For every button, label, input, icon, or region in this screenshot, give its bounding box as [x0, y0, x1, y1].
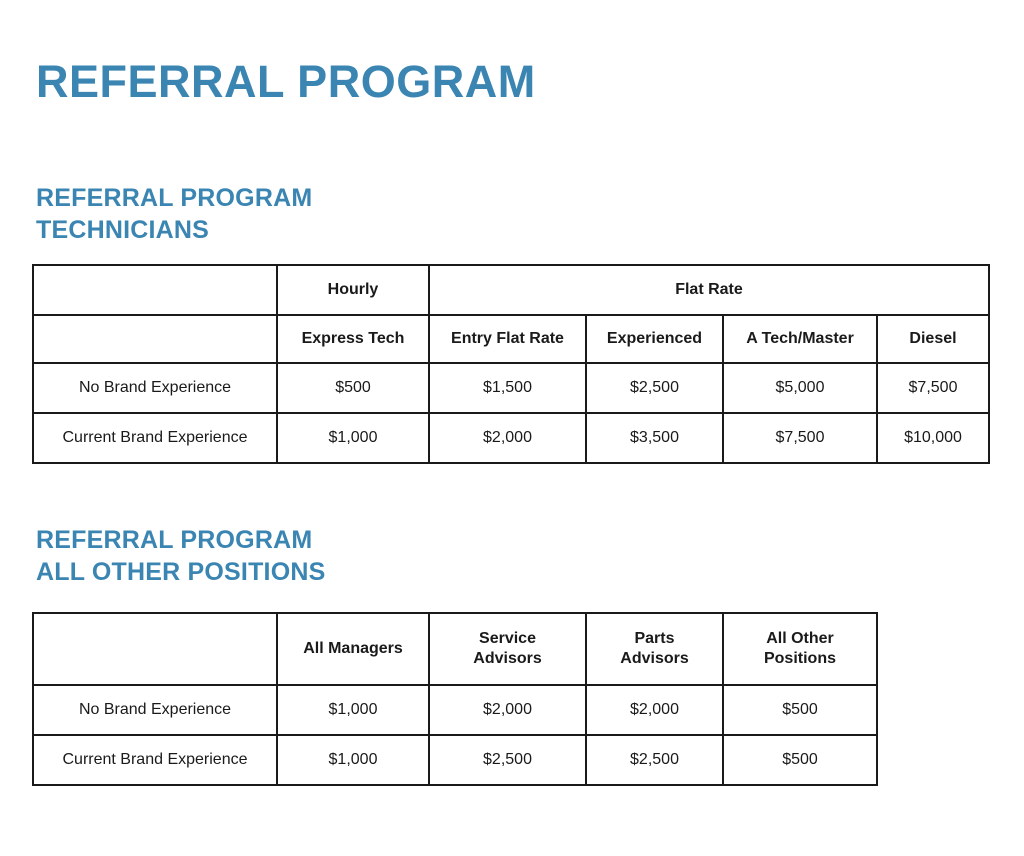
table-header-row-columns [33, 315, 989, 363]
page-title: REFERRAL PROGRAM [36, 56, 536, 107]
column-header-service-advisors [429, 613, 586, 685]
table-row [33, 735, 877, 785]
section-heading-technicians-line2: TECHNICIANS [36, 216, 210, 244]
cell-current-brand-all-other-positions: $500 [723, 735, 877, 785]
cell-no-brand-service-advisors: $2,000 [429, 685, 586, 735]
column-header-all-other-positions-line1: All Other [766, 630, 834, 647]
row-label-current-brand-experience-2: Current Brand Experience [33, 735, 277, 785]
cell-no-brand-express-tech: $500 [277, 363, 429, 413]
technicians-table [32, 264, 990, 464]
section-heading-other-line1: REFERRAL PROGRAM [36, 526, 313, 554]
cell-no-brand-parts-advisors: $2,000 [586, 685, 723, 735]
cell-current-brand-service-advisors: $2,500 [429, 735, 586, 785]
row-label-no-brand-experience-2: No Brand Experience [33, 685, 277, 735]
table-row [33, 413, 989, 463]
corner-spacer-2 [33, 315, 277, 363]
row-label-current-brand-experience: Current Brand Experience [33, 413, 277, 463]
column-header-parts-advisors-line2: Advisors [620, 650, 689, 667]
column-header-all-managers [277, 613, 429, 685]
cell-current-brand-all-managers: $1,000 [277, 735, 429, 785]
table-header-row-columns [33, 613, 877, 685]
corner-spacer-3 [33, 613, 277, 685]
table-row [33, 363, 989, 413]
section-heading-other-line2: ALL OTHER POSITIONS [36, 558, 326, 586]
cell-current-brand-a-tech-master: $7,500 [723, 413, 877, 463]
column-header-diesel: Diesel [877, 315, 989, 363]
cell-no-brand-all-other-positions: $500 [723, 685, 877, 735]
column-header-all-other-positions [723, 613, 877, 685]
cell-current-brand-diesel: $10,000 [877, 413, 989, 463]
column-header-entry-flat-rate: Entry Flat Rate [429, 315, 586, 363]
column-header-a-tech-master: A Tech/Master [723, 315, 877, 363]
group-header-hourly: Hourly [277, 265, 429, 315]
section-heading-technicians-line1: REFERRAL PROGRAM [36, 184, 313, 212]
column-header-experienced: Experienced [586, 315, 723, 363]
column-header-parts-advisors-line1: Parts [634, 630, 675, 647]
corner-spacer [33, 265, 277, 315]
table-header-row-groups [33, 265, 989, 315]
all-other-positions-table [32, 612, 878, 786]
table-row [33, 685, 877, 735]
row-label-no-brand-experience: No Brand Experience [33, 363, 277, 413]
column-header-service-advisors-line1: Service [479, 630, 536, 647]
cell-current-brand-experienced: $3,500 [586, 413, 723, 463]
section-heading-technicians [36, 182, 312, 246]
cell-no-brand-entry-flat-rate: $1,500 [429, 363, 586, 413]
cell-no-brand-diesel: $7,500 [877, 363, 989, 413]
section-heading-all-other-positions [36, 524, 325, 588]
cell-no-brand-all-managers: $1,000 [277, 685, 429, 735]
group-header-flat-rate: Flat Rate [429, 265, 989, 315]
column-header-parts-advisors [586, 613, 723, 685]
cell-current-brand-parts-advisors: $2,500 [586, 735, 723, 785]
cell-no-brand-a-tech-master: $5,000 [723, 363, 877, 413]
cell-no-brand-experienced: $2,500 [586, 363, 723, 413]
column-header-express-tech: Express Tech [277, 315, 429, 363]
column-header-all-managers-line1: All Managers [303, 640, 403, 657]
cell-current-brand-entry-flat-rate: $2,000 [429, 413, 586, 463]
cell-current-brand-express-tech: $1,000 [277, 413, 429, 463]
column-header-all-other-positions-line2: Positions [763, 650, 836, 667]
column-header-service-advisors-line2: Advisors [473, 650, 542, 667]
